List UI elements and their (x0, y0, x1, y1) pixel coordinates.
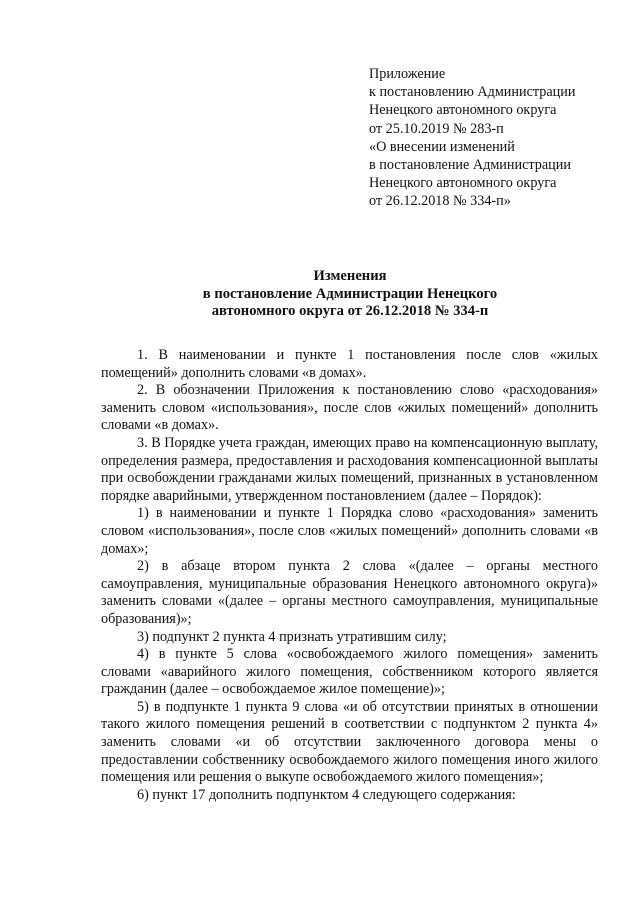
document-body (101, 347, 598, 804)
title-line: Изменения (313, 268, 387, 284)
paragraph-item-3: 3. В Порядке учета граждан, имеющих право на компенсационную выплату, определения размера, предоставления и расходования компенсационной выплаты при освобождении гражданами жилых помещений, признанных в установленном порядке аварийными, утвержденном постановлением (далее – Порядок): (101, 434, 598, 504)
appendix-line: «О внесении изменений (369, 138, 515, 155)
paragraph-item-2: 2. В обозначении Приложения к постановлению слово «расходования» заменить словом «использования», после слов «жилых помещений» дополнить словами «в домах». (101, 382, 598, 434)
title-line: автономного округа от 26.12.2018 № 334-п (211, 303, 489, 319)
paragraph-item-1: 1. В наименовании и пункте 1 постановления после слов «жилых помещений» дополнить словами «в домах». (101, 347, 598, 381)
appendix-line: в постановление Администрации (369, 157, 571, 174)
subparagraph-4: 4) в пункте 5 слова «освобождаемого жилого помещения» заменить словами «аварийного жилого помещения, собственником которого является гражданин (далее – освобождаемое жилое помещение)»; (101, 646, 598, 698)
subparagraph-2: 2) в абзаце втором пункта 2 слова «(далее – органы местного самоуправления, муниципальные образования Ненецкого автономного округа)» заменить словами «(далее – органы местного самоуправления, муниципальные образования)»; (101, 558, 598, 627)
appendix-header (369, 65, 629, 211)
subparagraph-6: 6) пункт 17 дополнить подпунктом 4 следующего содержания: (137, 786, 516, 803)
appendix-line: от 26.12.2018 № 334-п» (369, 193, 511, 210)
subparagraph-5: 5) в подпункте 1 пункта 9 слова «и об отсутствии принятых в отношении такого жилого помещения решений в соответствии с подпунктом 2 пункта 4» заменить словами «и об отсутствии заключенного договора мены о предоставлении собственнику освобождаемого жилого помещения иного жилого помещения или решения о выкупе освобождаемого жилого помещения»; (101, 698, 598, 786)
subparagraph-1: 1) в наименовании и пункте 1 Порядка слово «расходования» заменить словом «использования», после слов «жилых помещений» дополнить словами «в домах»; (101, 505, 598, 557)
document-title (100, 268, 600, 321)
subparagraph-3: 3) подпункт 2 пункта 4 признать утратившим силу; (137, 628, 447, 645)
appendix-line: Приложение (369, 66, 446, 82)
title-line: в постановление Администрации Ненецкого (202, 285, 498, 302)
appendix-line: Ненецкого автономного округа (369, 175, 557, 192)
appendix-line: к постановлению Администрации (369, 84, 576, 101)
appendix-line: от 25.10.2019 № 283-п (369, 120, 504, 137)
appendix-line: Ненецкого автономного округа (369, 102, 557, 119)
